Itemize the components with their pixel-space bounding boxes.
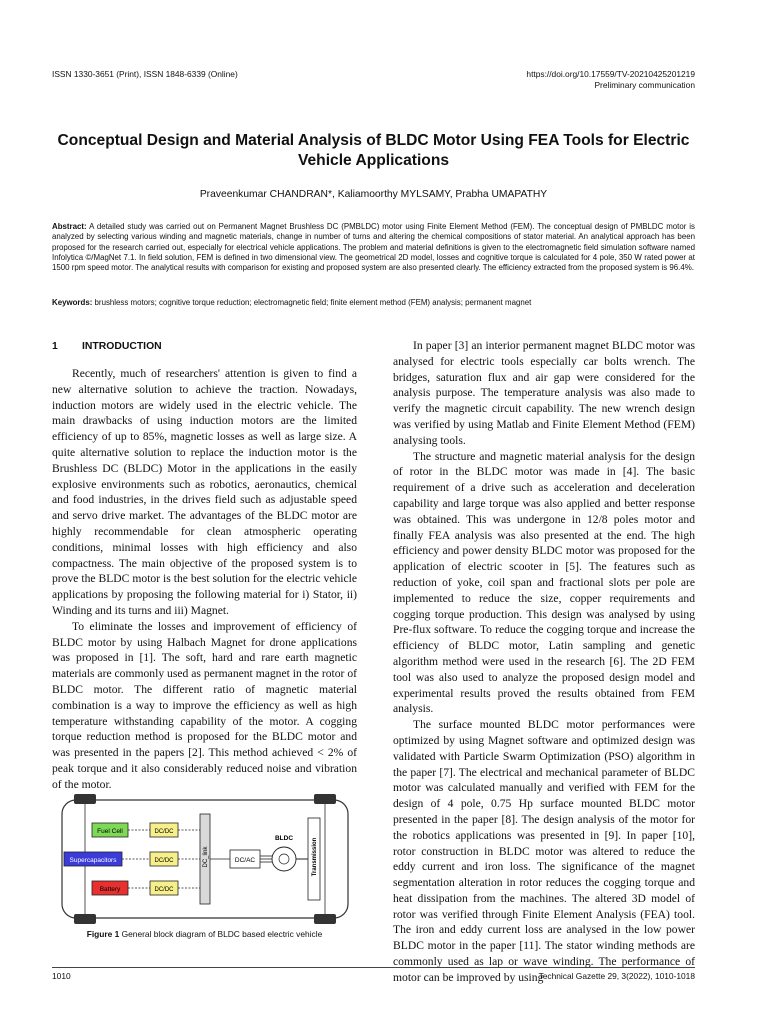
paragraph: The structure and magnetic material analysis for the design of rotor in the BLDC motor was made in [4]. The basic requirement of a drive such as acceleration and deceleration capability and large torque was also applied and better response was obtained. This was undergone in 12/8 poles motor and finally FEA analysis was also presented at the end. The high efficiency and power density BLDC motor was proposed for the application of electric scooter in [5]. The features such as reduction of yoke, coil span and fractional slots per pole are implemented to reduce the size, copper requirements and cogging torque production. This design was analysed by using Pre-flux software. To reduce the cogging torque and increase the efficiency of BLDC motor, Latin sampling and genetic algorithm method were used in the research [6]. The 2D FEM tool was also used to analyze the proposed design model and experimental results proved the results obtained from FEM analysis.	[393, 449, 695, 716]
caption-text: General block diagram of BLDC based electric vehicle	[121, 929, 323, 939]
section-title: INTRODUCTION	[82, 341, 162, 352]
caption-label: Figure 1	[86, 929, 120, 939]
section-number: 1	[52, 341, 58, 352]
wheel-icon	[74, 794, 96, 804]
battery-label: Battery	[99, 886, 121, 893]
section-heading	[52, 341, 162, 352]
paragraph: To eliminate the losses and improvement of efficiency of BLDC motor by using Halbach Magnet for drone applications was proposed in [1]. The soft, hard and rare earth magnetic materials are commonly used as permanent magnet in the rotor of BLDC motor. The different ratio of magnetic material combination is a way to improve the efficiency as well as high temperature withstanding capability of the motor. A cogging torque reduction method is proposed for the BLDC motor and was presented in the papers [2]. This method achieved < 2% of peak torque and it also considerably reduced noise and vibration of the motor.	[52, 619, 357, 791]
footer-divider	[52, 967, 695, 968]
fuel-cell-label: Fuel Cell	[97, 828, 123, 835]
right-column	[393, 338, 695, 986]
figure-caption	[52, 929, 357, 939]
dcdc-label: DC/DC	[154, 829, 174, 835]
wheel-icon	[74, 914, 96, 924]
page-number: 1010	[52, 971, 71, 981]
supercap-label: Supercapacitors	[69, 857, 117, 864]
dcdc-label: DC/DC	[154, 887, 174, 893]
keywords	[52, 298, 695, 307]
keywords-label: Keywords:	[52, 298, 93, 307]
doi-link[interactable]: https://doi.org/10.17559/TV-20210425201219	[526, 69, 695, 79]
wheel-icon	[314, 914, 336, 924]
dc-link-label: DC_link	[203, 846, 209, 868]
keywords-text: brushless motors; cognitive torque reduction; electromagnetic field; finite element method (FEM) analysis; permanent magnet	[94, 298, 532, 307]
motor-icon	[272, 847, 296, 871]
dcdc-label: DC/DC	[154, 858, 174, 864]
paragraph: In paper [3] an interior permanent magnet BLDC motor was analysed for electric tools especially car bolts wrench. The bridges, saturation flux and air gap were considered for the analysis purpose. The temperature analysis was also made to verify the magnetic circuit capability. The new wrench design was verified by using Matlab and Finite Element Method (FEM) analysing tools.	[393, 339, 695, 447]
journal-citation: Technical Gazette 29, 3(2022), 1010-1018	[538, 971, 695, 981]
left-column	[52, 366, 357, 793]
authors: Praveenkumar CHANDRAN*, Kaliamoorthy MYLSAMY, Prabha UMAPATHY	[199, 189, 548, 200]
article-type: Preliminary communication	[594, 80, 695, 90]
abstract	[52, 222, 695, 273]
figure-1	[60, 794, 350, 924]
inverter-label: DC/AC	[234, 857, 256, 864]
paragraph: Recently, much of researchers' attention is given to find a new alternative solution to achieve the traction. Nowadays, induction motors are widely used in the electric vehicle. The main drawbacks of using induction motors are the limited efficiency of up to 85%, magnetic losses as well as large size. A quite alternative solution to replace the induction motor is the Brushless DC (BLDC) Motor in the applications in the easily explosive environments such as robotics, aeronautics, chemical and food industries, in the drives field such as adjustable speed and servo drive market. The advantages of the BLDC motor are highly recommendable for clean atmospheric operating conditions, minimal losses with high efficiency and also compactness. The main objective of the proposed system is to prove the BLDC motor is the best solution for the electric vehicle applications by proposing the following material for i) Stator, ii) Winding and its turns and iii) Magnet.	[52, 367, 357, 617]
paragraph: The surface mounted BLDC motor performances were optimized by using Magnet software and optimized design was validated with Particle Swarm Optimization (PSO) algorithm in the paper [7]. The electrical and mechanical parameter of BLDC motor was calculated manually and verified with FEM for the design of 4 pole, 0.75 Hp surface mounted BLDC motor presented in the paper [8]. The design analysis of the motor for the robotics applications was presented in [9]. In paper [10], rotor construction in BLDC motor was altered to reduce the eddy current and iron loss. The significance of the magnet segmentation alteration in rotor reduces the cogging torque and heat dissipation from the machines. The altered 3D model of rotor was verified through Finite Element Analysis (FEA) tool. The iron and eddy current loss are analysed in the low power BLDC motor in the paper [11]. The stator winding methods are commonly used as lap or wave winding. The performance of motor can be improved by using	[393, 718, 695, 984]
issn-line: ISSN 1330-3651 (Print), ISSN 1848-6339 (Online)	[52, 69, 238, 79]
abstract-text: A detailed study was carried out on Permanent Magnet Brushless DC (PMBLDC) motor using Finite Element Method (FEM). The conceptual design of PMBLDC motor is analyzed by selecting various winding and magnetic materials, change in number of turns and altering the chemical compositions of stator material. An analytical approach has been proposed for the research carried out, especially for electrical vehicle applications. The problem and material definitions is given to the electromagnetic field simulation software named Infolytica ©/MagNet 7.1. In field solution, FEM is defined in two dimensional view. The geometrical 2D model, losses and cognitive torque is calculated for 4 pole, 350 W rated power at 1500 rpm speed motor. The analytical results with comparison for existing and proposed system are also presented clearly. The efficiency extracted from the proposed system is 96.4%.	[52, 222, 695, 273]
block-diagram	[60, 794, 350, 924]
transmission-label: Transmission	[312, 837, 318, 877]
motor-label: BLDC	[274, 835, 294, 842]
wheel-icon	[314, 794, 336, 804]
abstract-label: Abstract:	[52, 222, 87, 231]
paper-title: Conceptual Design and Material Analysis of BLDC Motor Using FEA Tools for Electric Vehicle Applications	[57, 132, 690, 169]
